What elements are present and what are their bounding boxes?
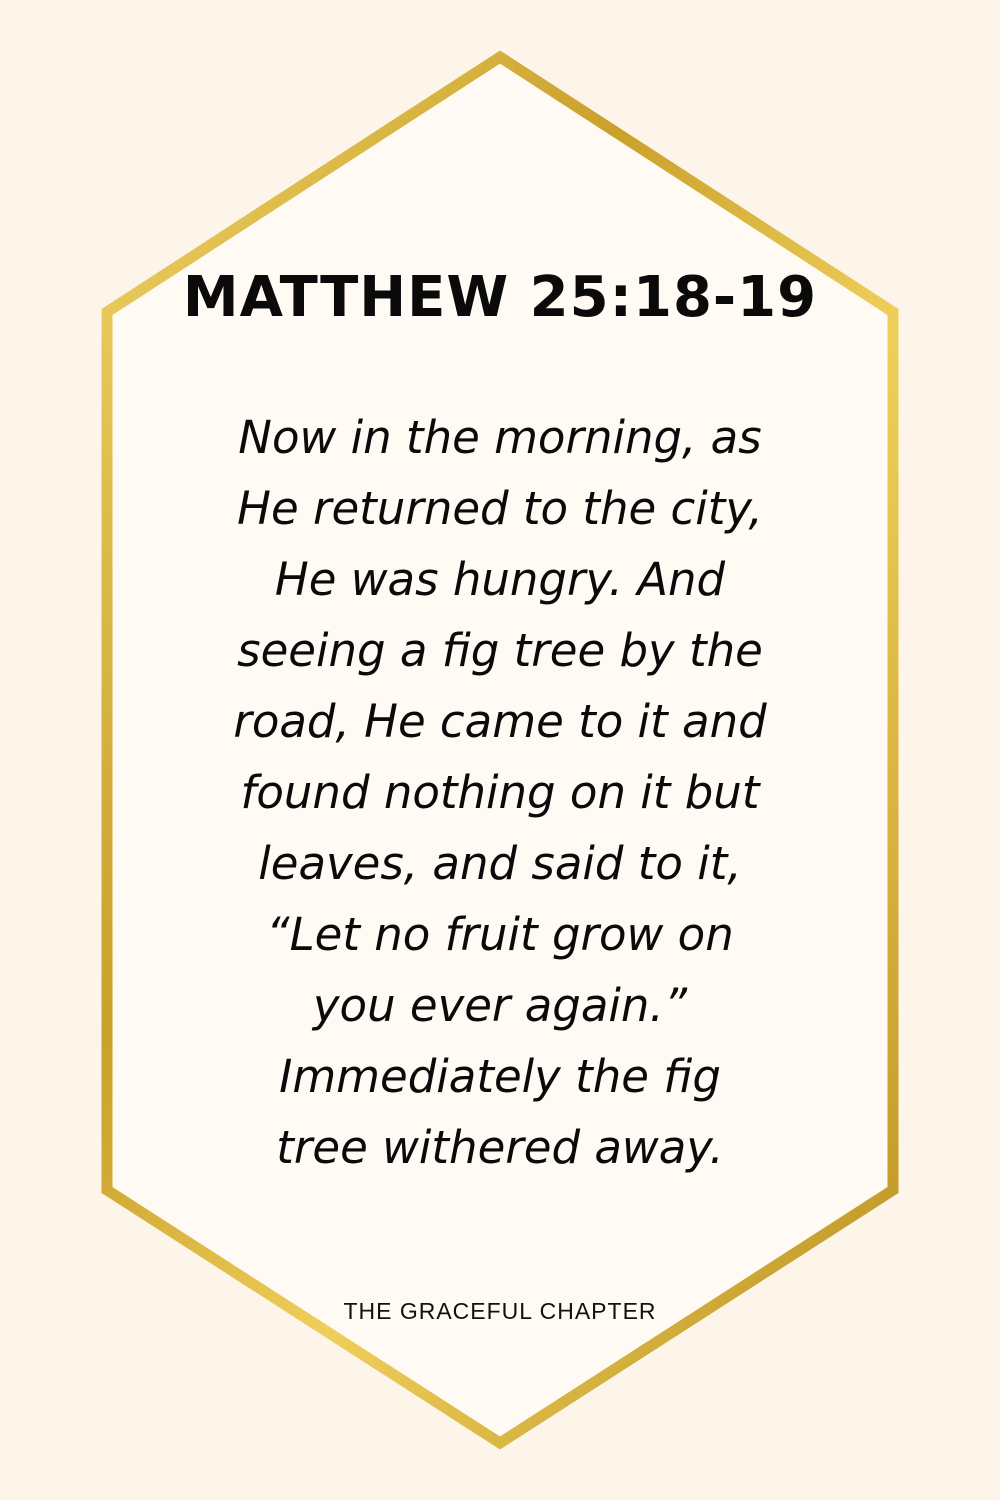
verse-text: Now in the morning, as He returned to the city, He was hungry. And seeing a fig tree by the road, He came to it and found nothing on it but leaves, and said to it, “Let no fruit grow on you ever again.” Immediately the fig tree withered away.	[233, 411, 767, 1174]
brand-name: THE GRACEFUL CHAPTER	[343, 1298, 657, 1324]
verse-reference-heading: MATTHEW 25:18-19	[182, 265, 818, 330]
